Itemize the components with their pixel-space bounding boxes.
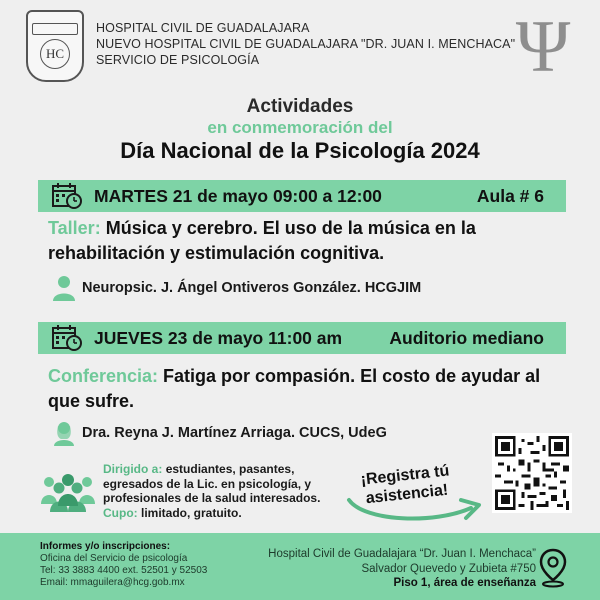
cupo-label: Cupo: xyxy=(103,505,138,520)
event-2-date-bar xyxy=(38,322,566,354)
cupo-text: limitado, gratuito. xyxy=(141,505,242,520)
address-floor: Piso 1, área de enseñanza xyxy=(393,577,536,589)
calendar-clock-icon xyxy=(52,183,82,209)
event-2-date: JUEVES 23 de mayo 11:00 am xyxy=(94,327,343,348)
crest-letters: HC xyxy=(40,39,70,69)
event-2-room: Auditorio mediano xyxy=(389,327,544,348)
contact-phone: Tel: 33 3883 4400 ext. 52501 y 52503 xyxy=(40,565,208,576)
event-1-room: Aula # 6 xyxy=(476,185,544,206)
event-2-kind: Conferencia: xyxy=(48,366,159,386)
person-icon xyxy=(52,275,76,301)
hospital-line-3: SERVICIO DE PSICOLOGÍA xyxy=(96,53,260,67)
event-2-title: Fatiga por compasión. El costo de ayudar al que sufre. xyxy=(48,366,541,411)
event-1-title: Música y cerebro. El uso de la música en la rehabilitación y estimulación cognitiva. xyxy=(48,218,476,263)
audience-info xyxy=(103,462,333,520)
qr-code[interactable] xyxy=(492,433,572,513)
title-day: Día Nacional de la Psicología 2024 xyxy=(120,138,480,163)
audience-text: estudiantes, pasantes, egresados de la Lic. en psicología, y profesionales de la salud interesados. xyxy=(103,462,321,505)
register-line-1: ¡Registra tú xyxy=(359,462,451,489)
hospital-header xyxy=(96,20,515,68)
event-2-description xyxy=(48,364,568,414)
audience-label: Dirigido a: xyxy=(103,462,163,476)
contact-email[interactable]: Email: mmaguilera@hcg.gob.mx xyxy=(40,577,185,588)
event-1-speaker xyxy=(52,275,421,301)
footer-contact xyxy=(40,541,207,589)
footer-address xyxy=(268,547,536,591)
crest-banner xyxy=(32,23,78,35)
address-hospital: Hospital Civil de Guadalajara “Dr. Juan I. Menchaca” xyxy=(268,548,536,560)
qr-code-pattern xyxy=(495,436,569,510)
hospital-line-2: NUEVO HOSPITAL CIVIL DE GUADALAJARA "DR. JUAN I. MENCHACA" xyxy=(96,37,516,51)
event-2-speaker xyxy=(52,420,387,446)
event-1-date-bar xyxy=(38,180,566,212)
event-2-speaker-name: Dra. Reyna J. Martínez Arriaga. CUCS, UdeG xyxy=(82,425,387,441)
arrow-icon xyxy=(345,478,485,524)
calendar-clock-icon xyxy=(52,325,82,351)
title-activities: Actividades xyxy=(246,96,354,117)
event-1-date: MARTES 21 de mayo 09:00 a 12:00 xyxy=(94,185,382,206)
event-title-block xyxy=(0,96,600,164)
event-1-kind: Taller: xyxy=(48,218,101,238)
contact-heading: Informes y/o inscripciones: xyxy=(40,541,171,552)
contact-office: Oficina del Servicio de psicología xyxy=(40,553,188,564)
register-line-2: asistencia! xyxy=(364,481,450,508)
hospital-crest-logo xyxy=(26,10,84,82)
group-icon xyxy=(40,470,96,516)
event-1-description xyxy=(48,216,568,266)
event-1-speaker-name: Neuropsic. J. Ángel Ontiveros González. HCGJIM xyxy=(82,280,422,296)
address-street: Salvador Quevedo y Zubieta #750 xyxy=(361,562,536,575)
location-pin-icon xyxy=(538,548,568,588)
title-commemoration: en conmemoración del xyxy=(207,118,393,137)
psi-symbol-icon: Ψ xyxy=(515,6,571,88)
woman-icon xyxy=(52,420,76,446)
hospital-line-1: HOSPITAL CIVIL DE GUADALAJARA xyxy=(96,21,310,35)
